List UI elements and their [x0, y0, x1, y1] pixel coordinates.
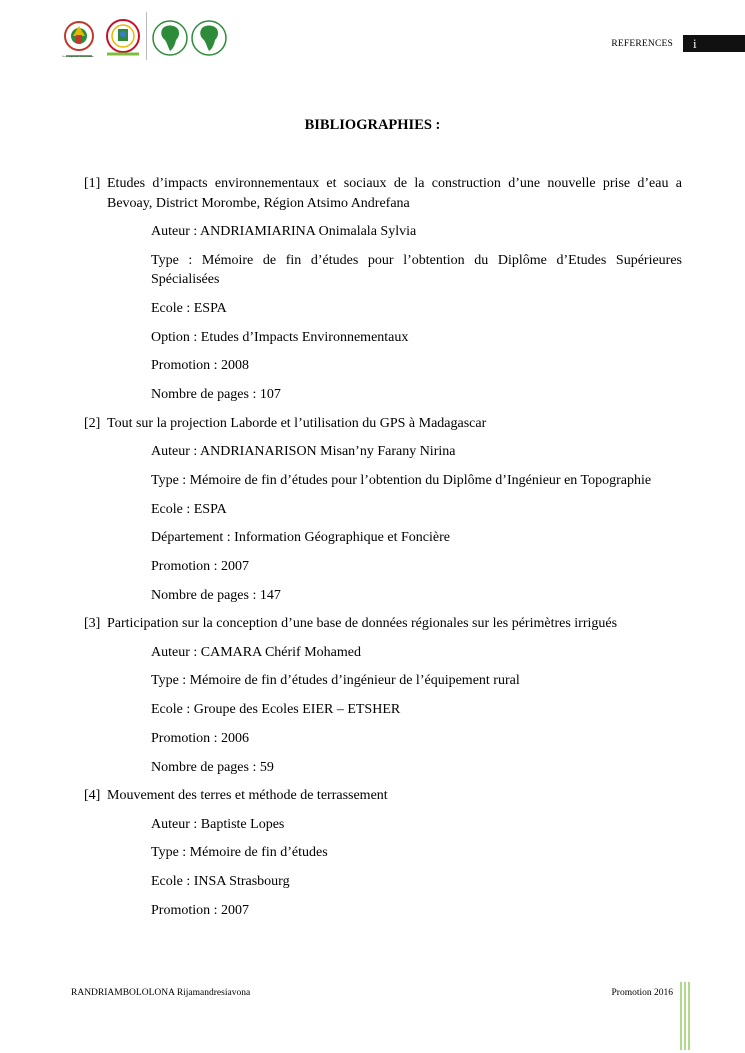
reference-field: Nombre de pages : 59 — [151, 759, 274, 775]
reference-heading — [84, 174, 682, 213]
logo-caption: Ecole Supérieure Polytechnique — [62, 55, 95, 58]
reference-entry — [84, 414, 682, 605]
reference-heading — [84, 614, 682, 634]
reference-field: Ecole : INSA Strasbourg — [151, 874, 290, 890]
reference-field: Auteur : ANDRIANARISON Misan’ny Farany Nirina — [151, 444, 456, 460]
reference-field: Nombre de pages : 147 — [151, 587, 281, 603]
reference-field: Ecole : Groupe des Ecoles EIER – ETSHER — [151, 702, 401, 718]
footer-decoration-lines — [679, 982, 693, 1052]
reference-number: [4] — [84, 788, 101, 804]
reference-entry — [84, 786, 682, 920]
reference-field: Auteur : CAMARA Chérif Mohamed — [151, 644, 361, 660]
reference-field: Auteur : Baptiste Lopes — [151, 816, 285, 832]
logo-divider — [146, 12, 147, 60]
reference-title: Mouvement des terres et méthode de terrassement — [107, 788, 388, 804]
reference-entry — [84, 614, 682, 777]
reference-field: Type : Mémoire de fin d’études pour l’obtention du Diplôme d’Ingénieur en Topographie — [151, 472, 652, 488]
espa-logo-icon — [105, 18, 141, 58]
reference-field: Promotion : 2007 — [151, 558, 250, 574]
university-logo-icon — [62, 18, 96, 60]
section-label: REFERENCES — [611, 39, 673, 49]
reference-field: Nombre de pages : 107 — [151, 386, 281, 402]
reference-field: Option : Etudes d’Impacts Environnementaux — [151, 329, 409, 345]
reference-field: Ecole : ESPA — [151, 300, 227, 316]
reference-entry — [84, 174, 682, 404]
reference-field: Département : Information Géographique et Foncière — [151, 530, 450, 546]
reference-heading — [84, 414, 682, 434]
reference-field: Type : Mémoire de fin d’études d’ingénieur de l’équipement rural — [151, 673, 520, 689]
reference-number: [1] — [84, 176, 101, 191]
reference-field: Auteur : ANDRIAMIARINA Onimalala Sylvia — [151, 224, 417, 239]
reference-field: Ecole : ESPA — [151, 501, 227, 517]
reference-number: [3] — [84, 616, 101, 632]
bibliography-list — [84, 174, 682, 929]
footer-author: RANDRIAMBOLOLONA Rijamandresiavona — [71, 988, 251, 998]
africa-map-logo-icon-2 — [190, 18, 228, 58]
reference-number: [2] — [84, 415, 101, 431]
reference-heading — [84, 786, 682, 806]
reference-title: Etudes d’impacts environnementaux et sociaux de la construction d’une nouvelle prise d’eau a Bevoay, District Morombe, Région Atsimo Andrefana — [107, 176, 682, 211]
reference-field: Promotion : 2007 — [151, 902, 250, 918]
page-title: BIBLIOGRAPHIES : — [304, 117, 441, 133]
africa-map-logo-icon — [151, 18, 189, 58]
reference-title: Participation sur la conception d’une base de données régionales sur les périmètres irrigués — [107, 616, 618, 632]
reference-field: Type : Mémoire de fin d’études — [151, 845, 328, 861]
page-number: i — [683, 35, 745, 52]
reference-title: Tout sur la projection Laborde et l’utilisation du GPS à Madagascar — [107, 415, 487, 431]
footer-promotion: Promotion 2016 — [611, 988, 673, 998]
reference-field: Type : Mémoire de fin d’études pour l’obtention du Diplôme d’Etudes Supérieures Spécialisées — [151, 252, 682, 288]
reference-field: Promotion : 2006 — [151, 730, 250, 746]
reference-field: Promotion : 2008 — [151, 358, 250, 374]
